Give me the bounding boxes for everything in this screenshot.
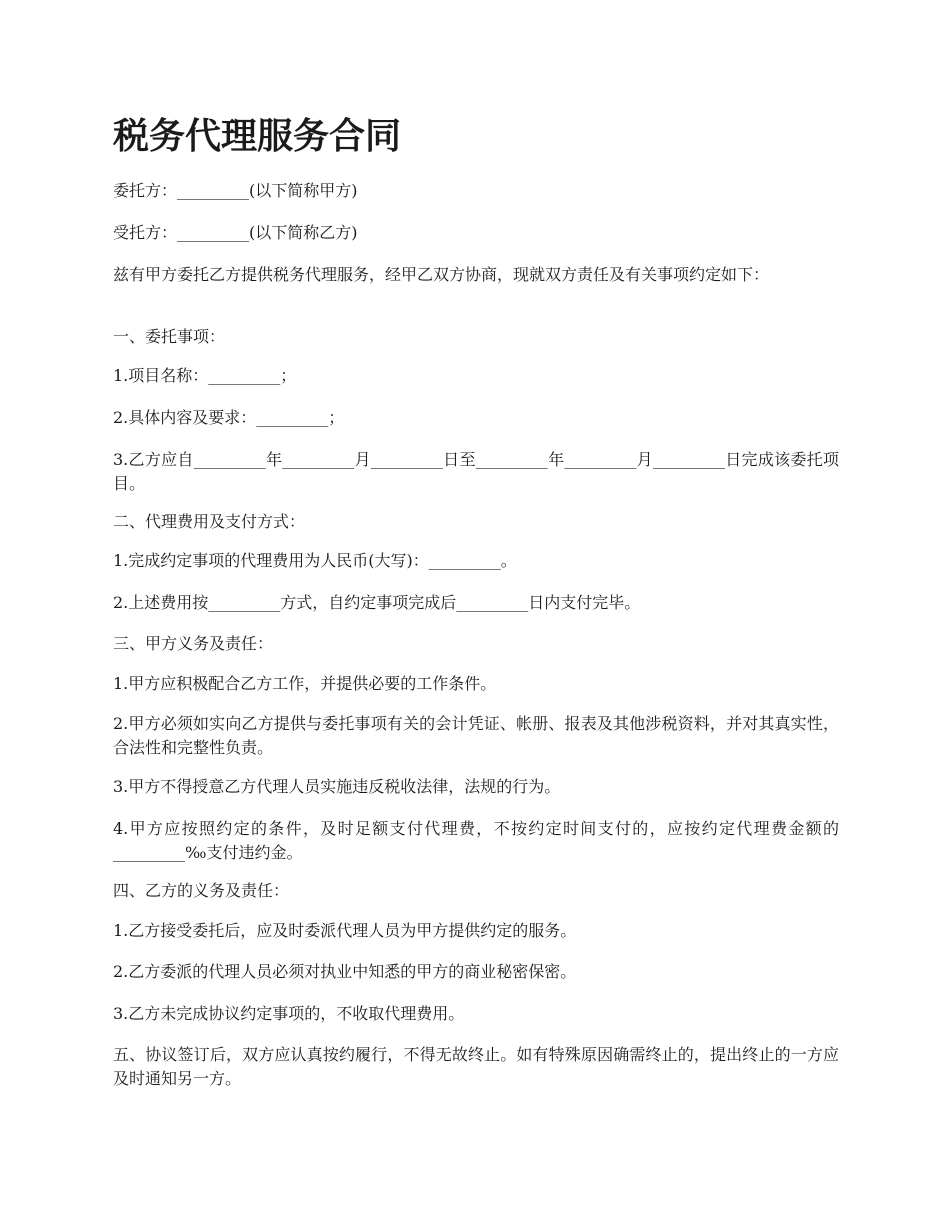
clause-1-2: 2.具体内容及要求：_________； (113, 408, 345, 427)
clause-2-1: 1.完成约定事项的代理费用为人民币(大写)：_________。 (113, 551, 517, 570)
party-a-line: 委托方：_________(以下简称甲方) (113, 181, 358, 200)
section-heading-3: 三、甲方义务及责任： (113, 634, 274, 653)
clause-1-1: 1.项目名称：_________； (113, 366, 297, 385)
clause-4-3: 3.乙方未完成协议约定事项的，不收取代理费用。 (113, 1004, 465, 1023)
section-heading-1: 一、委托事项： (113, 327, 226, 346)
section-5-paragraph: 五、协议签订后，双方应认真按约履行，不得无故终止。如有特殊原因确需终止的，提出终止的一方应及时通知另一方。 (113, 1045, 839, 1088)
clause-1-3: 3.乙方应自_________年_________月_________日至_________年_________月_________日完成该委托项目。 (113, 450, 839, 493)
section-heading-4: 四、乙方的义务及责任： (113, 881, 290, 900)
clause-4-2: 2.乙方委派的代理人员必须对执业中知悉的甲方的商业秘密保密。 (113, 962, 577, 981)
section-heading-2: 二、代理费用及支付方式： (113, 512, 306, 531)
clause-3-4: 4.甲方应按照约定的条件，及时足额支付代理费，不按约定时间支付的，应按约定代理费金额的_________‰支付违约金。 (113, 819, 839, 862)
clause-3-2: 2.甲方必须如实向乙方提供与委托事项有关的会计凭证、帐册、报表及其他涉税资料，并对其真实性，合法性和完整性负责。 (113, 714, 839, 757)
document-title: 税务代理服务合同 (113, 115, 402, 157)
clause-2-2: 2.上述费用按_________方式，自约定事项完成后_________日内支付完毕。 (113, 593, 641, 612)
party-b-line: 受托方：_________(以下简称乙方) (113, 223, 358, 242)
clause-4-1: 1.乙方接受委托后，应及时委派代理人员为甲方提供约定的服务。 (113, 921, 577, 940)
intro-paragraph: 兹有甲方委托乙方提供税务代理服务，经甲乙双方协商，现就双方责任及有关事项约定如下： (113, 265, 770, 284)
clause-3-1: 1.甲方应积极配合乙方工作，并提供必要的工作条件。 (113, 674, 497, 693)
clause-3-3: 3.甲方不得授意乙方代理人员实施违反税收法律，法规的行为。 (113, 777, 561, 796)
